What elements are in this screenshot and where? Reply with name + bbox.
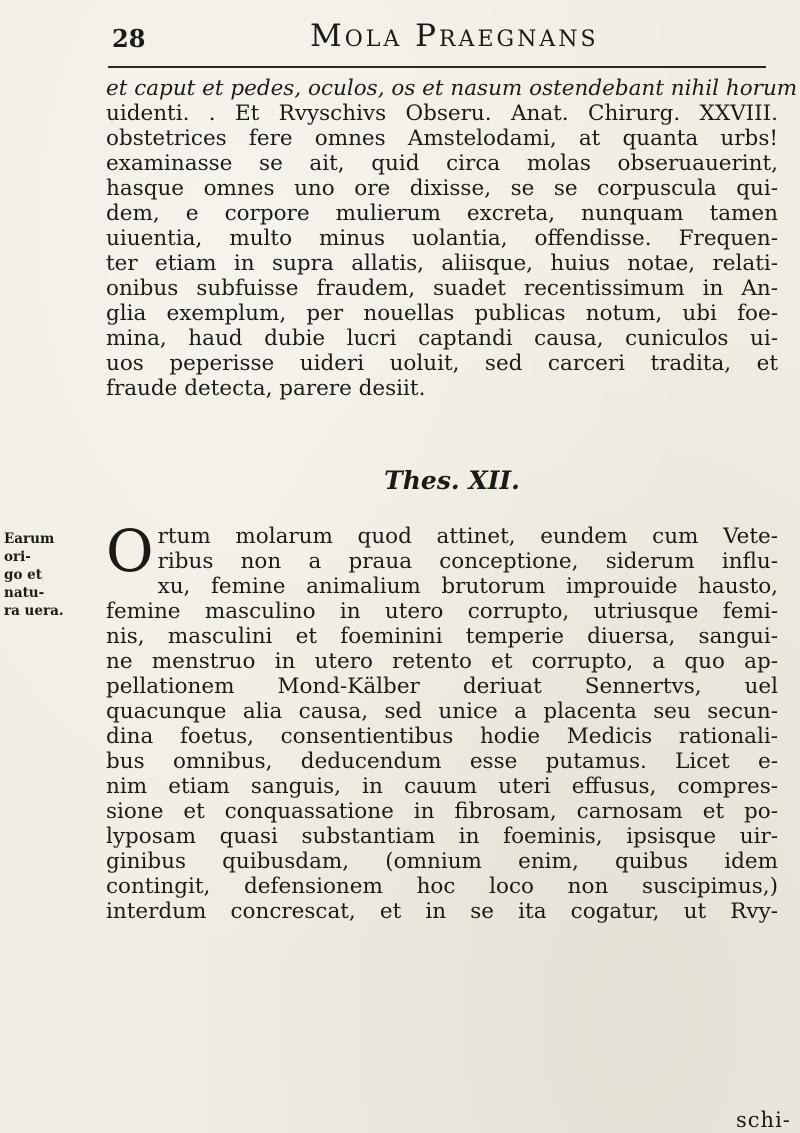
page-header — [0, 14, 800, 60]
paragraph-2-line: pellationem Mond-Kälber deriuat Sennertvs, uel — [106, 674, 778, 699]
paragraph-1-line: onibus subfuisse fraudem, suadet recentissimum in An- — [106, 276, 778, 301]
page-number: 28 — [112, 24, 146, 53]
paragraph-1-line: examinasse se ait, quid circa molas obseruauerint, — [106, 151, 778, 176]
section-heading-text: Thes. XII. — [384, 466, 520, 495]
paragraph-1-line: mina, haud dubie lucri captandi causa, cuniculos ui- — [106, 326, 778, 351]
paragraph-2-line: xu, femine animalium brutorum improuide hausto, — [157, 574, 778, 599]
paragraph-2-line: rtum molarum quod attinet, eundem cum Vete- — [157, 524, 778, 549]
paragraph-1-line: fraude detecta, parere desiit. — [106, 376, 426, 401]
paragraph-1-line: uos peperisse uideri uoluit, sed carceri tradita, et — [106, 351, 778, 376]
header-rule — [108, 66, 766, 68]
paragraph-2-line: quacunque alia causa, sed unice a placenta seu secun- — [106, 699, 778, 724]
margin-note-line: go et natu- — [4, 567, 45, 601]
paragraph-1-line: hasque omnes uno ore dixisse, se se corpuscula qui- — [106, 176, 778, 201]
paragraph-2-line: interdum concrescat, et in se ita cogatur, ut Rvy- — [106, 899, 778, 924]
margin-note — [4, 530, 74, 620]
paragraph-2-line: contingit, defensionem hoc loco non suscipimus,) — [106, 874, 778, 899]
margin-note-line: Earum ori- — [4, 531, 55, 565]
paragraph-1-line: dem, e corpore mulierum excreta, nunquam tamen — [106, 201, 778, 226]
section-heading — [0, 466, 800, 495]
paragraph-1-line: uiuentia, multo minus uolantia, offendisse. Frequen- — [106, 226, 778, 251]
paragraph-1 — [106, 76, 798, 401]
paragraph-1-line: obstetrices fere omnes Amstelodami, at quanta urbs! — [106, 126, 778, 151]
paragraph-2-line: lyposam quasi substantiam in foeminis, ipsisque uir- — [106, 824, 778, 849]
catchword: schi- — [736, 1108, 791, 1132]
margin-note-line: ra uera. — [4, 603, 64, 619]
paragraph-2-line: femine masculino in utero corrupto, utriusque femi- — [106, 599, 778, 624]
paragraph-1-line: uidenti. . Et Rvyschivs Obseru. Anat. Chirurg. XXVIII. — [106, 101, 778, 126]
paragraph-2-line: bus omnibus, deducendum esse putamus. Licet e- — [106, 749, 778, 774]
paragraph-2-line: ribus non a praua conceptione, siderum influ- — [157, 549, 778, 574]
paragraph-1-line: ter etiam in supra allatis, aliisque, huius notae, relati- — [106, 251, 778, 276]
paragraph-2-line: sione et conquassatione in fibrosam, carnosam et po- — [106, 799, 778, 824]
paragraph-1-line: et caput et pedes, oculos, os et nasum ostendebant nihil horum — [106, 76, 798, 101]
paragraph-2-line: ginibus quibusdam, (omnium enim, quibus idem — [106, 849, 778, 874]
running-title: Mola Praegnans — [310, 18, 599, 54]
paragraph-1-line: glia exemplum, per nouellas publicas notum, ubi foe- — [106, 301, 778, 326]
paragraph-2-line: nim etiam sanguis, in cauum uteri effusus, compres- — [106, 774, 778, 799]
paragraph-2-line: ne menstruo in utero retento et corrupto, a quo ap- — [106, 649, 778, 674]
paragraph-2-line: dina foetus, consentientibus hodie Medicis rationali- — [106, 724, 778, 749]
paragraph-2-line: nis, masculini et foeminini temperie diuersa, sangui- — [106, 624, 778, 649]
drop-initial: O — [106, 517, 154, 585]
paragraph-2 — [106, 517, 778, 924]
